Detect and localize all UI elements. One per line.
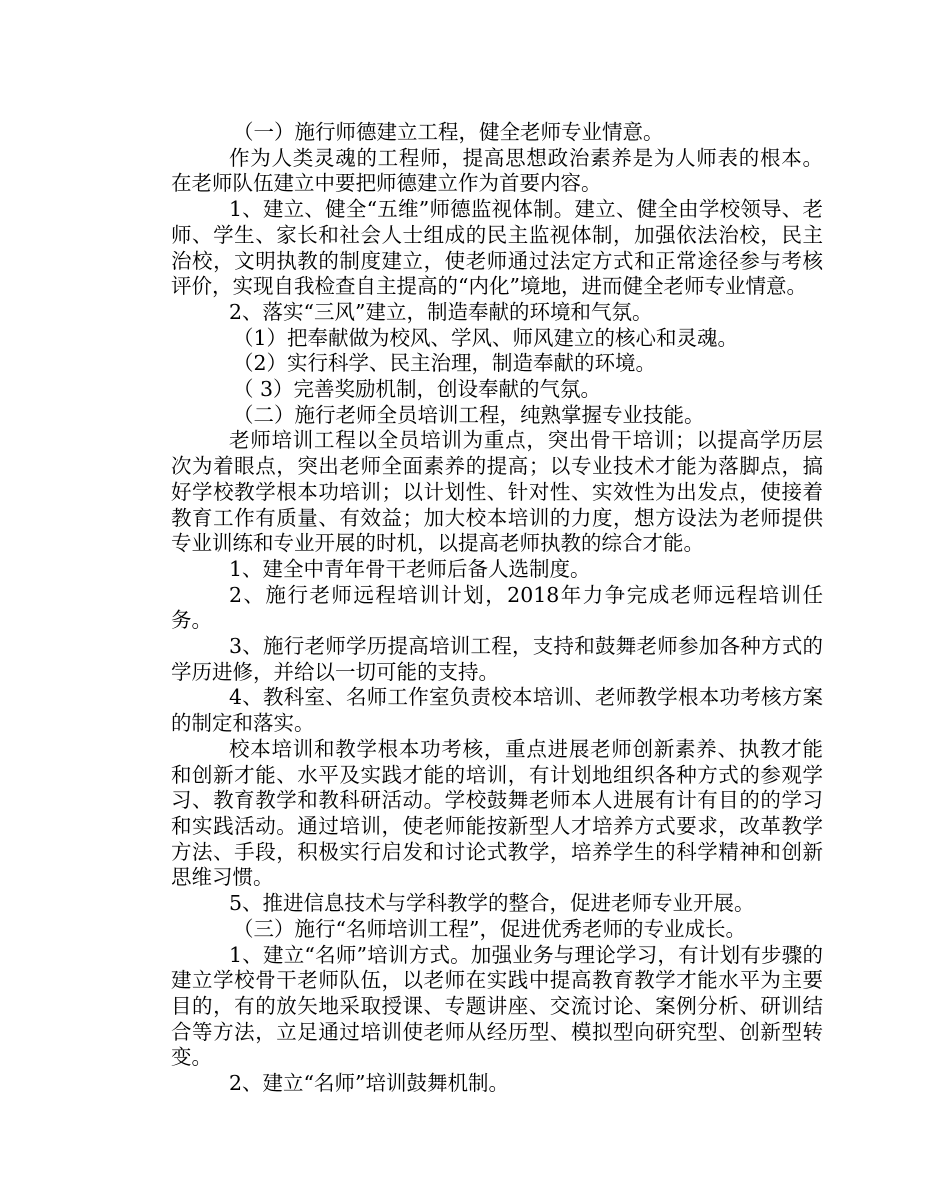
section-heading-3: （三）施行“名师培训工程”，促进优秀老师的专业成长。 xyxy=(233,916,746,941)
section-heading-2: （二）施行老师全员培训工程，纯熟掌握专业技能。 xyxy=(233,402,705,427)
paragraph-subitem-3: （ 3）完善奖励机制，创设奉献的气氛。 xyxy=(233,377,602,402)
paragraph-item-1-supervision: 1、建立、健全“五维”师德监视体制。建立、健全由学校领导、老师、学生、家长和社会人士组成的民主监视体制，加强依法治校，民主治校，文明执教的制度建立，使老师通过法定方式和正常途径参与考核评价，实现自我检查自主提高的“内化”境地，进而健全老师专业情意。 xyxy=(171,197,823,299)
paragraph-famous-teacher-item-2: 2、建立“名师”培训鼓舞机制。 xyxy=(229,1071,510,1096)
paragraph-subitem-2: （2）实行科学、民主治理，制造奉献的环境。 xyxy=(233,351,657,376)
paragraph-school-based-training: 校本培训和教学根本功考核，重点进展老师创新素养、执教才能和创新才能、水平及实践才能的培训，有计划地组织各种方式的参观学习、教育教学和教科研活动。学校鼓舞老师本人进展有计有目的的学习和实践活动。通过培训，使老师能按新型人才培养方式要求，改革教学方法、手段，积极实行启发和讨论式教学，培养学生的科学精神和创新思维习惯。 xyxy=(171,736,823,890)
paragraph-training-item-3: 3、施行老师学历提高培训工程，支持和鼓舞老师参加各种方式的学历进修，并给以一切可能的支持。 xyxy=(171,634,823,684)
paragraph-teacher-ethics-intro: 作为人类灵魂的工程师，提高思想政治素养是为人师表的根本。在老师队伍建立中要把师德建立作为首要内容。 xyxy=(171,145,823,196)
paragraph-training-overview: 老师培训工程以全员培训为重点，突出骨干培训；以提高学历层次为着眼点，突出老师全面素养的提高；以专业技术才能为落脚点，搞好学校教学根本功培训；以计划性、针对性、实效性为出发点，使接着教育工作有质量、有效益；加大校本培训的力度，想方设法为老师提供专业训练和专业开展的时机，以提高老师执教的综合才能。 xyxy=(171,428,823,556)
paragraph-subitem-1: （1）把奉献做为校风、学风、师风建立的核心和灵魂。 xyxy=(233,325,739,350)
section-heading-1: （一）施行师德建立工程，健全老师专业情意。 xyxy=(233,120,664,144)
paragraph-training-item-2: 2、施行老师远程培训计划，2018年力争完成老师远程培训任务。 xyxy=(171,582,823,633)
paragraph-training-item-4: 4、教科室、名师工作室负责校本培训、老师教学根本功考核方案的制定和落实。 xyxy=(171,685,823,736)
paragraph-training-item-5: 5、推进信息技术与学科教学的整合，促进老师专业开展。 xyxy=(229,891,755,916)
paragraph-famous-teacher-item-1: 1、建立“名师”培训方式。加强业务与理论学习，有计划有步骤的建立学校骨干老师队伍，以老师在实践中提高教育教学才能水平为主要目的，有的放矢地采取授课、专题讲座、交流讨论、案例分析、研训结合等方法，立足通过培训使老师从经历型、模拟型向研究型、创新型转变。 xyxy=(171,942,823,1070)
paragraph-item-2-three-styles: 2、落实“三风”建立，制造奉献的环境和气氛。 xyxy=(229,299,653,324)
document-page xyxy=(171,120,823,1097)
paragraph-training-item-1: 1、建全中青年骨干老师后备人选制度。 xyxy=(229,556,591,581)
